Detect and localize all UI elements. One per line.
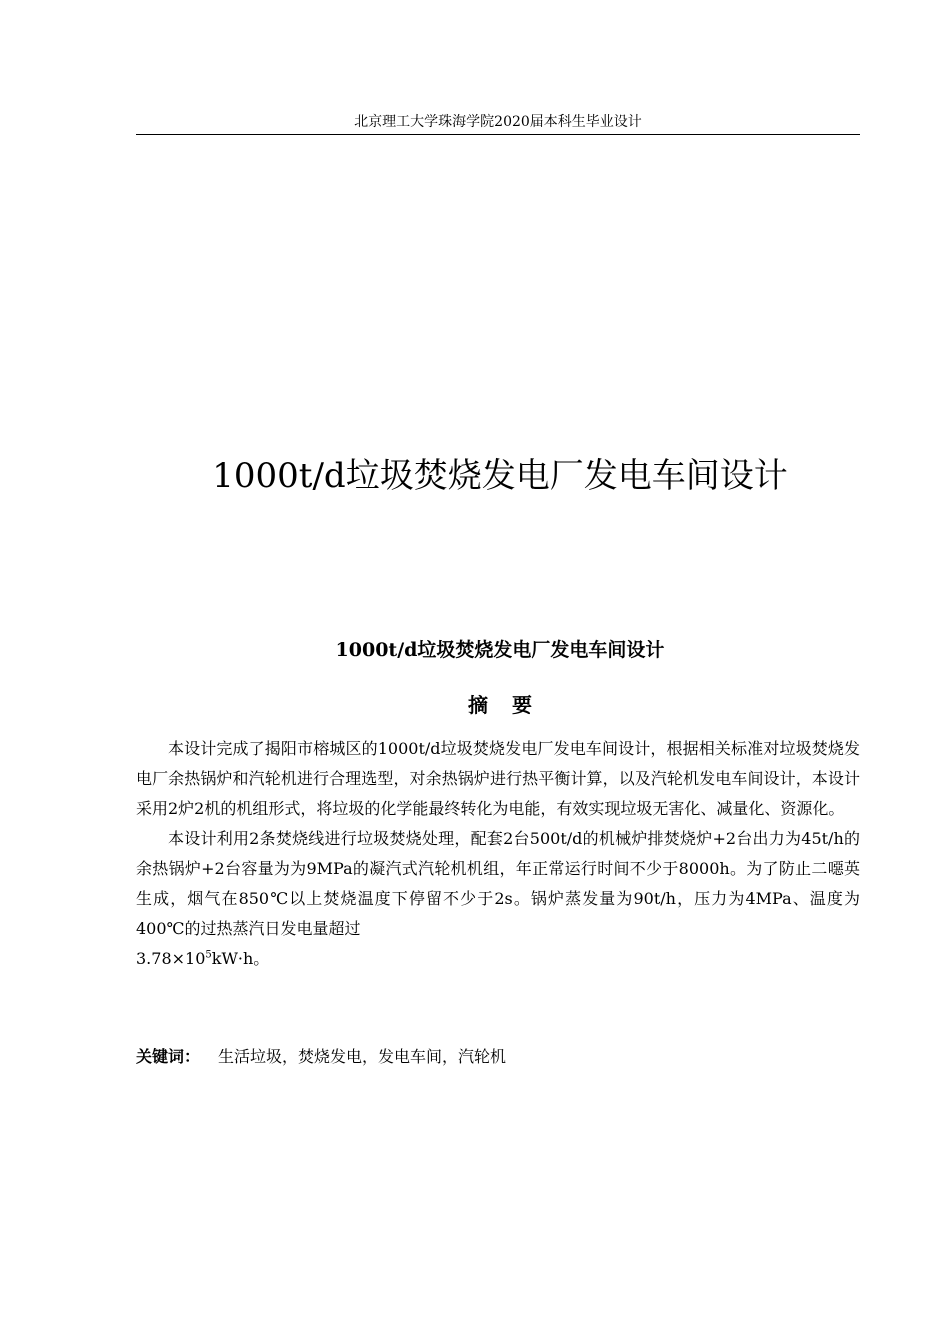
keywords-line xyxy=(136,1042,860,1072)
keywords-value: 生活垃圾，焚烧发电，发电车间，汽轮机 xyxy=(218,1047,507,1066)
value-base: 3.78×10 xyxy=(136,949,206,968)
running-header-text: 北京理工大学珠海学院2020届本科生毕业设计 xyxy=(354,114,642,130)
abstract-paragraph-1: 本设计完成了揭阳市榕城区的1000t/d垃圾焚烧发电厂发电车间设计，根据相关标准对垃圾焚烧发电厂余热锅炉和汽轮机进行合理选型，对余热锅炉进行热平衡计算，以及汽轮机发电车间设计，本设计采用2炉2机的机组形式，将垃圾的化学能最终转化为电能，有效实现垃圾无害化、减量化、资源化。 xyxy=(136,739,860,818)
running-header xyxy=(136,112,860,135)
abstract-paragraph-2 xyxy=(136,824,860,944)
abstract-paragraph-2-value xyxy=(136,944,860,974)
abstract-title: 1000t/d垃圾焚烧发电厂发电车间设计 xyxy=(335,639,665,661)
abstract-heading: 摘要 xyxy=(468,693,556,717)
keywords-label: 关键词： xyxy=(136,1047,201,1066)
main-title: 1000t/d垃圾焚烧发电厂发电车间设计 xyxy=(212,456,788,496)
abstract-body xyxy=(136,734,860,974)
abstract-paragraph-2-text: 本设计利用2条焚烧线进行垃圾焚烧处理，配套2台500t/d的机械炉排焚烧炉+2台出力为45t/h的余热锅炉+2台容量为为9MPa的凝汽式汽轮机机组，年正常运行时间不少于8000h。为了防止二噁英生成，烟气在850℃以上焚烧温度下停留不少于2s。锅炉蒸发量为90t/h，压力为4MPa、温度为400℃的过热蒸汽日发电量超过 xyxy=(136,829,860,938)
value-unit: kW·h。 xyxy=(211,949,270,968)
value-exponent: 5 xyxy=(205,949,212,961)
